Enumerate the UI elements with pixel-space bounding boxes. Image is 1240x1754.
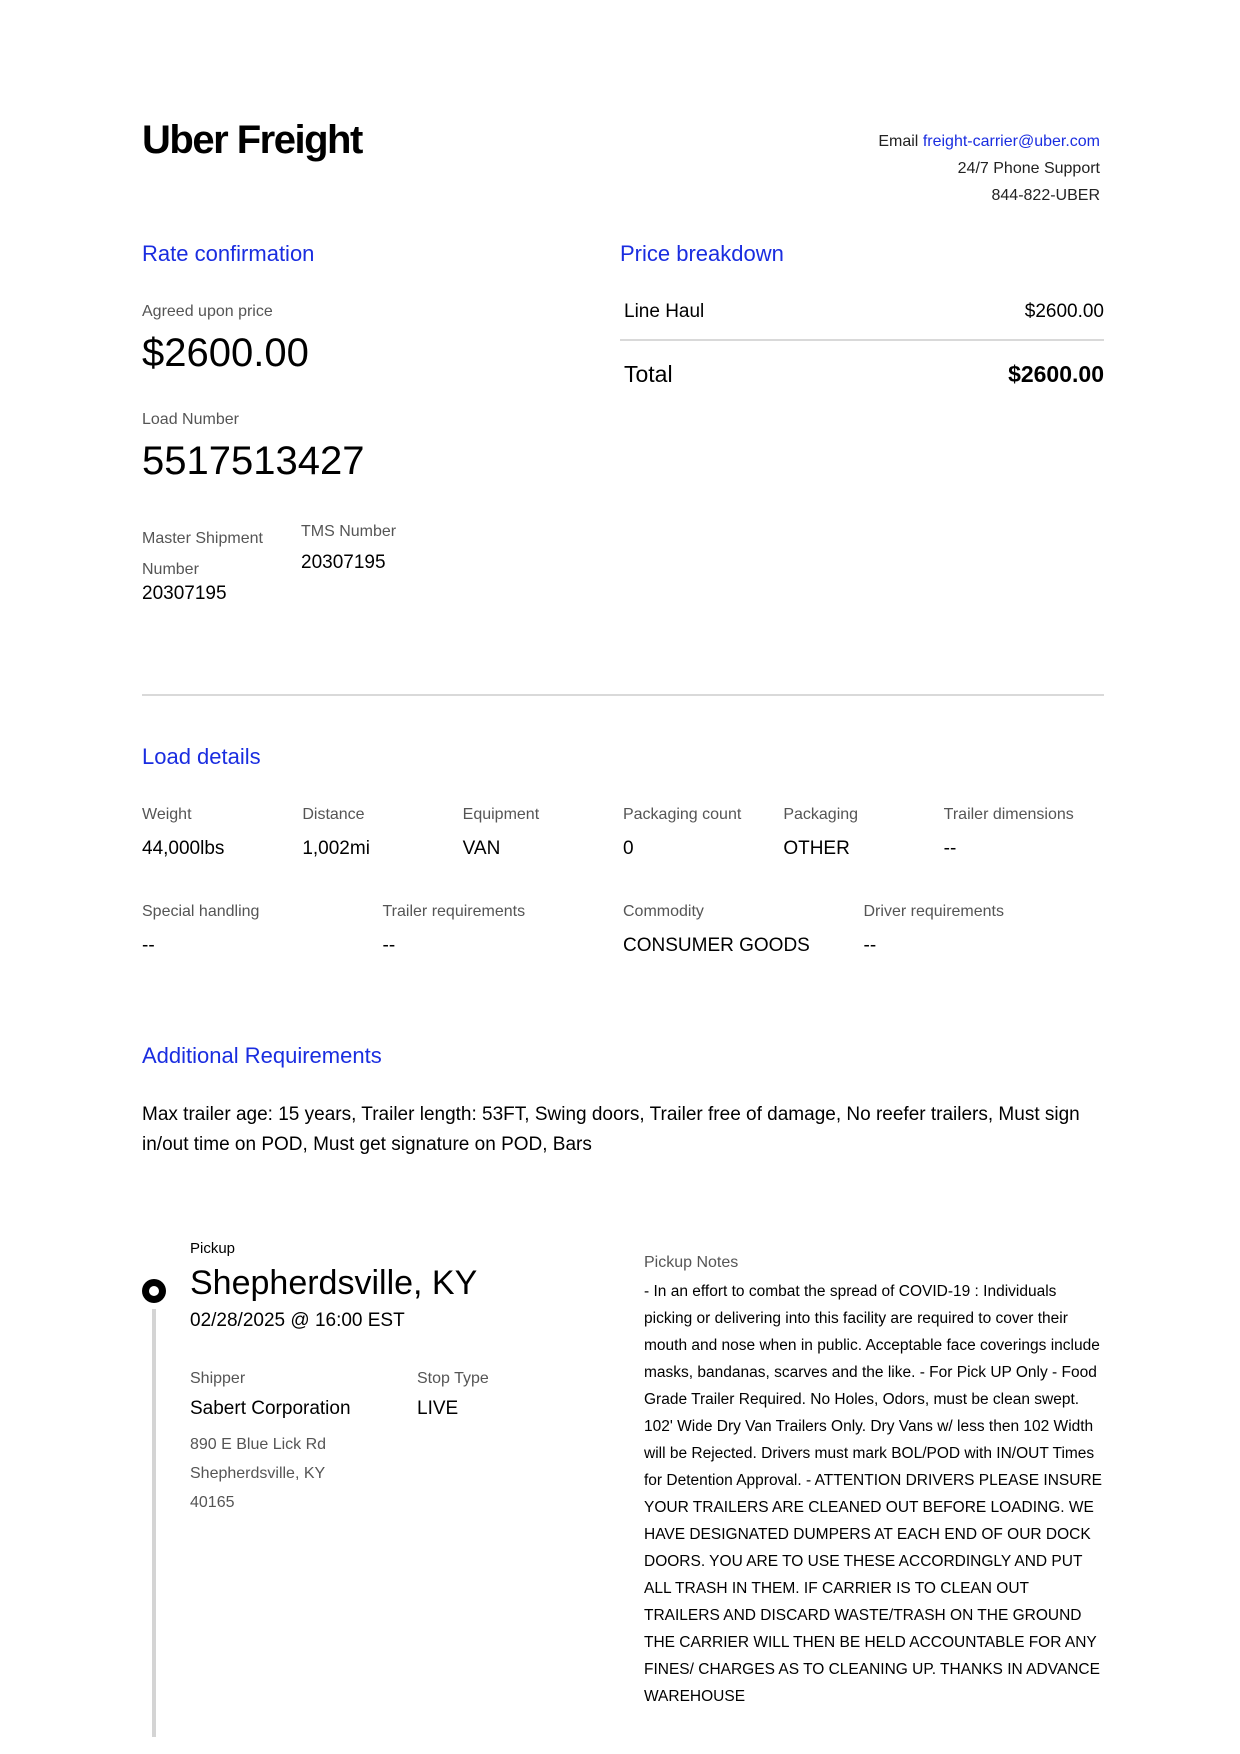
load-details-row-1 [142,806,1104,860]
detail-label: Trailer requirements [382,903,526,920]
detail-label: Packaging count [622,806,742,823]
address-line-2: Shepherdsville, KY [190,1465,326,1482]
total-row [624,359,1104,389]
master-shipment-label-line1: Master Shipment [142,530,263,547]
pickup-city: Shepherdsville, KY [190,1264,478,1302]
address-line-1: 890 E Blue Lick Rd [190,1436,327,1453]
master-shipment-value: 20307195 [142,583,227,604]
detail-value: -- [382,935,396,956]
email-link[interactable]: freight-carrier@uber.com [922,133,1100,150]
stop-timeline-line [152,1309,156,1737]
load-details-title: Load details [142,744,261,769]
detail-label: Equipment [462,806,540,823]
detail-value: -- [142,935,155,956]
phone-label: 24/7 Phone Support [957,160,1100,177]
price-divider [620,339,1104,341]
detail-value: 0 [622,838,634,859]
address-line-3: 40165 [190,1494,235,1511]
line-haul-row [624,299,1104,325]
detail-packaging-count [623,806,783,860]
detail-weight [142,806,302,860]
pickup-label: Pickup [190,1240,236,1257]
detail-label: Distance [302,806,365,823]
master-shipment-label-line2: Number [142,561,199,578]
agreed-price-label: Agreed upon price [142,303,273,320]
line-haul-label: Line Haul [624,301,705,322]
line-haul-value: $2600.00 [1024,301,1104,322]
tms-number-value: 20307195 [301,552,386,573]
stop-marker-icon [142,1279,166,1303]
email-label: Email [878,133,919,150]
detail-label: Weight [142,806,192,823]
additional-requirements-title: Additional Requirements [142,1043,382,1068]
detail-value: VAN [462,838,501,859]
stop-type-label: Stop Type [417,1370,489,1387]
email-line [878,128,1100,155]
detail-label: Driver requirements [863,903,1004,920]
detail-value: -- [943,838,957,859]
detail-value: 1,002mi [302,838,370,859]
detail-driver-requirements [864,903,1105,957]
stop-type-value: LIVE [417,1398,459,1419]
pickup-notes-label: Pickup Notes [644,1254,739,1271]
contact-info [878,128,1100,209]
detail-commodity [623,903,864,957]
detail-label: Special handling [142,903,260,920]
master-shipment-label [142,523,263,585]
detail-value: OTHER [783,838,850,859]
agreed-price-value: $2600.00 [142,331,309,375]
total-label: Total [624,360,673,387]
pickup-notes-text: - In an effort to combat the spread of COVID-19 : Individuals picking or delivering into this facility are required to cover their mouth and nose when in public. Acceptable face coverings include masks, bandanas, scarves and the like. - For Pick UP Only - Food Grade Trailer Required. No Holes, Odors, must be clean swept. 102' Wide Dry Van Trailers Only. Dry Vans w/ less then 102 Width will be Rejected. Drivers must mark BOL/POD with IN/OUT Times for Detention Approval. - ATTENTION DRIVERS PLEASE INSURE YOUR TRAILERS ARE CLEANED OUT BEFORE LOADING. WE HAVE DESIGNATED DUMPERS AT EACH END OF OUR DOCK DOORS. YOU ARE TO USE THESE ACCORDINGLY AND PUT ALL TRASH IN THEM. IF CARRIER IS TO CLEAN OUT TRAILERS AND DISCARD WASTE/TRASH ON THE GROUND THE CARRIER WILL THEN BE HELD ACCOUNTABLE FOR ANY FINES/ CHARGES AS TO CLEANING UP. THANKS IN ADVANCE WAREHOUSE [644,1283,1102,1705]
detail-value: CONSUMER GOODS [623,935,810,956]
detail-trailer-requirements [383,903,624,957]
price-breakdown-title: Price breakdown [620,241,784,266]
detail-label: Commodity [623,903,704,920]
rate-confirmation-title: Rate confirmation [142,241,315,266]
uber-freight-logo: Uber Freight [142,118,362,162]
phone-number: 844-822-UBER [991,187,1100,204]
section-divider [142,694,1104,696]
load-details-row-2 [142,903,1104,957]
shipper-address [190,1430,326,1517]
additional-requirements-text: Max trailer age: 15 years, Trailer length: 53FT, Swing doors, Trailer free of damage, No reefer trailers, Must sign in/out time on POD, Must get signature on POD, Bars [142,1104,1080,1155]
detail-value: 44,000lbs [142,838,225,859]
detail-label: Trailer dimensions [943,806,1074,823]
detail-equipment [463,806,623,860]
shipper-label: Shipper [190,1370,246,1387]
detail-packaging [783,806,943,860]
load-number-label: Load Number [142,411,239,428]
detail-value: -- [863,935,877,956]
shipper-name: Sabert Corporation [190,1398,351,1419]
detail-label: Packaging [783,806,859,823]
total-value: $2600.00 [1008,360,1104,387]
detail-trailer-dimensions [944,806,1104,860]
load-number-value: 5517513427 [142,439,365,483]
detail-distance [302,806,462,860]
detail-special-handling [142,903,383,957]
tms-number-label: TMS Number [301,523,397,540]
pickup-datetime: 02/28/2025 @ 16:00 EST [190,1310,405,1331]
